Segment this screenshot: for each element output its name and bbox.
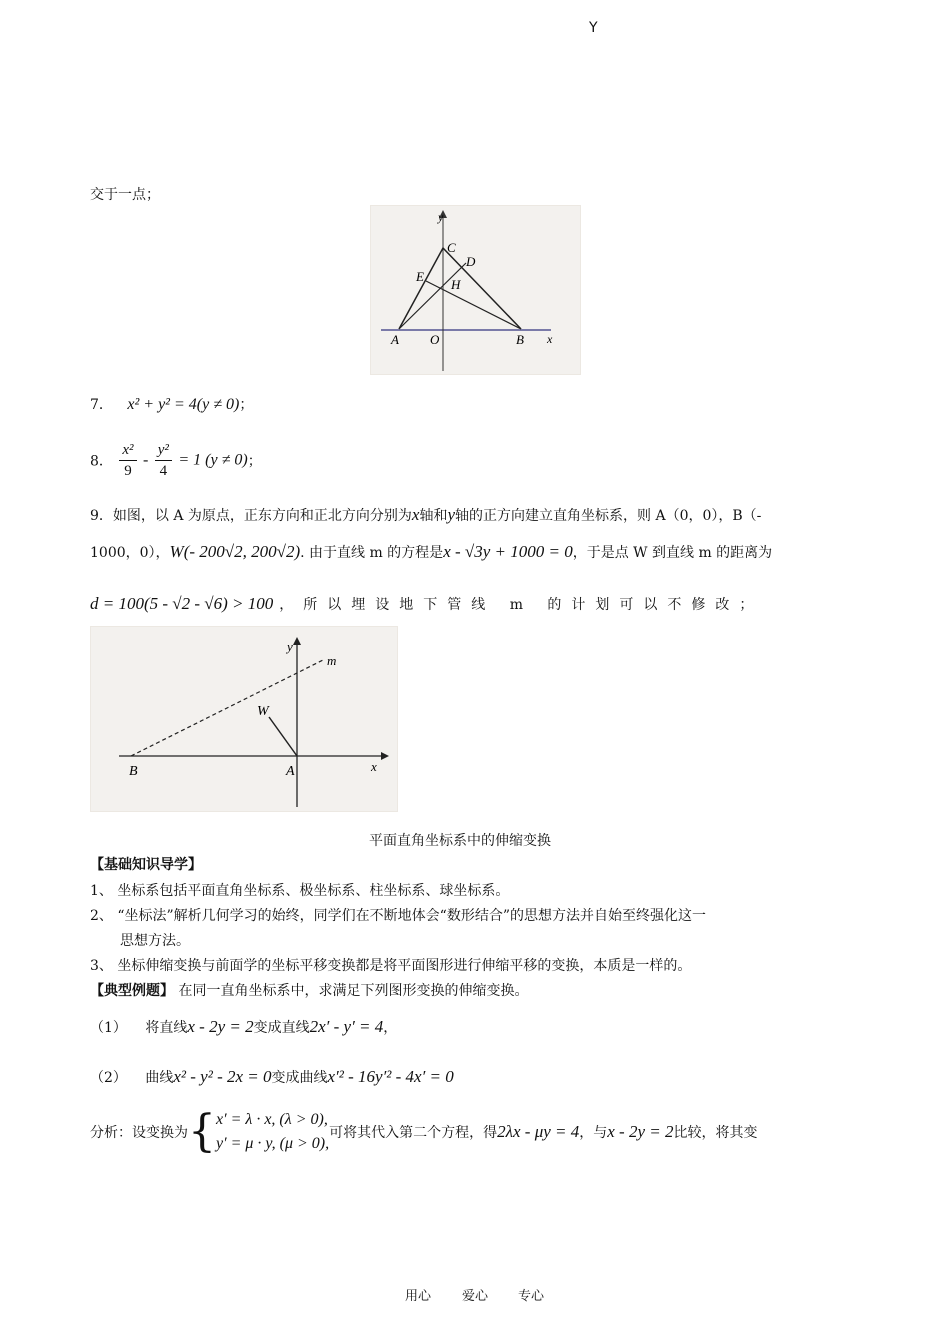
footer-item-3: 专心 [518, 1289, 545, 1304]
fraction-numerator: y² [155, 440, 172, 461]
page-marker: Y [589, 20, 598, 36]
example-1-text: 将直线 [145, 1020, 188, 1036]
point-w-coordinates: W(- 200√2, 200√2) [169, 542, 301, 561]
example-1-number: （1） [90, 1020, 127, 1036]
line-m-equation: x - √3y + 1000 = 0 [443, 542, 573, 561]
left-brace: { [188, 1106, 216, 1157]
example-2-text: 曲线 [145, 1070, 174, 1086]
fig2-label-a: A [286, 764, 295, 779]
basics-point-2: 2、 “坐标法”解析几何学习的始终，同学们在不断地体会“数形结合”的思想方法并自始至终强化这一 [90, 908, 706, 924]
example-1-line-equation: x - 2y = 2 [187, 1017, 254, 1036]
transform-system [216, 1108, 329, 1156]
fraction-x2-over-9 [119, 440, 136, 481]
footer-item-2: 爱心 [462, 1289, 489, 1304]
basics-point-1: 1、 坐标系包括平面直角坐标系、极坐标系、柱坐标系、球坐标系。 [90, 883, 510, 899]
item-9-text: 9．如图，以 A 为原点，正东方向和正北方向分别为 [90, 508, 412, 524]
item-9-conclusion: ，所以埋设地下管线 m 的计划可以不修改； [279, 597, 764, 613]
item-9-text: . 由于直线 m 的方程是 [300, 545, 444, 561]
fraction-denominator: 4 [159, 463, 168, 479]
item-7-formula: x² + y² = 4(y ≠ 0) [127, 396, 240, 413]
section-title: 平面直角坐标系中的伸缩变换 [369, 833, 551, 849]
example-2-text: 变成曲线 [271, 1070, 328, 1086]
examples-intro: 在同一直角坐标系中，求满足下列图形变换的伸缩变换。 [174, 983, 529, 999]
fig1-label-c: C [447, 240, 456, 255]
example-1-text: ， [383, 1020, 398, 1036]
analysis-text: 比较，将其变 [673, 1125, 758, 1141]
example-1 [90, 1017, 397, 1037]
item-7 [90, 394, 253, 414]
x-arrow [381, 752, 389, 760]
examples-heading: 【典型例题】 [90, 983, 174, 999]
item-9-line-1 [90, 505, 761, 525]
example-2 [90, 1067, 454, 1087]
item-8-tail: ； [247, 453, 262, 470]
item-9-text: 轴和 [419, 508, 448, 524]
intro-text: 交于一点； [90, 187, 160, 203]
fig1-label-d: D [466, 254, 476, 269]
example-1-text: 变成直线 [253, 1020, 310, 1036]
comparison-equation: x - 2y = 2 [607, 1122, 674, 1141]
segment-aw [269, 717, 297, 756]
item-7-tail: ； [239, 397, 254, 413]
item-8-number: 8． [90, 453, 113, 470]
example-2-curve-equation: x² - y² - 2x = 0 [173, 1067, 272, 1086]
pipeline-diagram [91, 627, 397, 811]
distance-formula: d = 100(5 - √2 - √6) > 100 [90, 594, 274, 613]
footer-item-1: 用心 [405, 1289, 432, 1304]
fig1-label-y: y [438, 210, 444, 224]
fig2-label-b: B [129, 764, 138, 779]
analysis-text: ，与 [579, 1125, 608, 1141]
basics-point-3: 3、 坐标伸缩变换与前面学的坐标平移变换都是将平面图形进行伸缩平移的变换，本质是一样的。 [90, 958, 692, 974]
transform-x: x′ = λ · x, (λ > 0), [216, 1111, 328, 1128]
triangle-diagram [371, 206, 580, 374]
fig1-label-e: E [416, 269, 424, 284]
substituted-equation: 2λx - μy = 4 [497, 1122, 580, 1141]
item-8 [90, 440, 262, 481]
example-2-number: （2） [90, 1070, 127, 1086]
fraction-y2-over-4 [155, 440, 172, 481]
item-9-text: 轴的正方向建立直角坐标系，则 A（0，0），B（- [455, 508, 762, 524]
fig1-label-a: A [391, 332, 399, 347]
altitude-from-b [426, 281, 521, 329]
fig2-label-x: x [371, 759, 377, 774]
line-m [131, 660, 323, 756]
analysis-text: 分析：设变换为 [90, 1125, 188, 1141]
fig1-label-o: O [430, 332, 440, 347]
basics-point-2-continued: 思想方法。 [120, 933, 190, 949]
y-arrow [293, 637, 301, 645]
fig1-label-h: H [451, 277, 461, 292]
fig2-label-y: y [287, 639, 293, 654]
fig2-label-m: m [327, 653, 337, 668]
item-9-text: 1000，0）， [90, 545, 170, 561]
basics-heading: 【基础知识导学】 [90, 857, 202, 873]
analysis-text: 可将其代入第二个方程，得 [329, 1125, 498, 1141]
fig1-label-x: x [547, 332, 553, 346]
triangle-figure [370, 205, 581, 375]
item-9-line-2 [90, 542, 772, 562]
item-9-line-3 [90, 594, 763, 614]
item-7-number: 7． [90, 397, 113, 413]
item-8-minus: - [142, 451, 149, 469]
x-axis-symbol: x [411, 505, 420, 524]
transform-y: y′ = μ · y, (μ > 0), [216, 1135, 330, 1152]
fig1-label-b: B [516, 332, 524, 347]
pipeline-figure [90, 626, 398, 812]
fig2-label-w: W [257, 704, 269, 719]
fraction-denominator: 9 [124, 463, 132, 479]
example-2-target-curve: x′² - 16y′² - 4x′ = 0 [327, 1067, 454, 1086]
examples-row [90, 980, 528, 1000]
analysis-line [90, 1108, 758, 1156]
fraction-numerator: x² [119, 440, 136, 461]
item-8-formula-rest: = 1 (y ≠ 0) [178, 451, 248, 469]
y-axis-symbol: y [447, 505, 456, 524]
example-1-target-equation: 2x′ - y′ = 4 [309, 1017, 384, 1036]
item-9-text: ，于是点 W 到直线 m 的距离为 [572, 545, 773, 561]
